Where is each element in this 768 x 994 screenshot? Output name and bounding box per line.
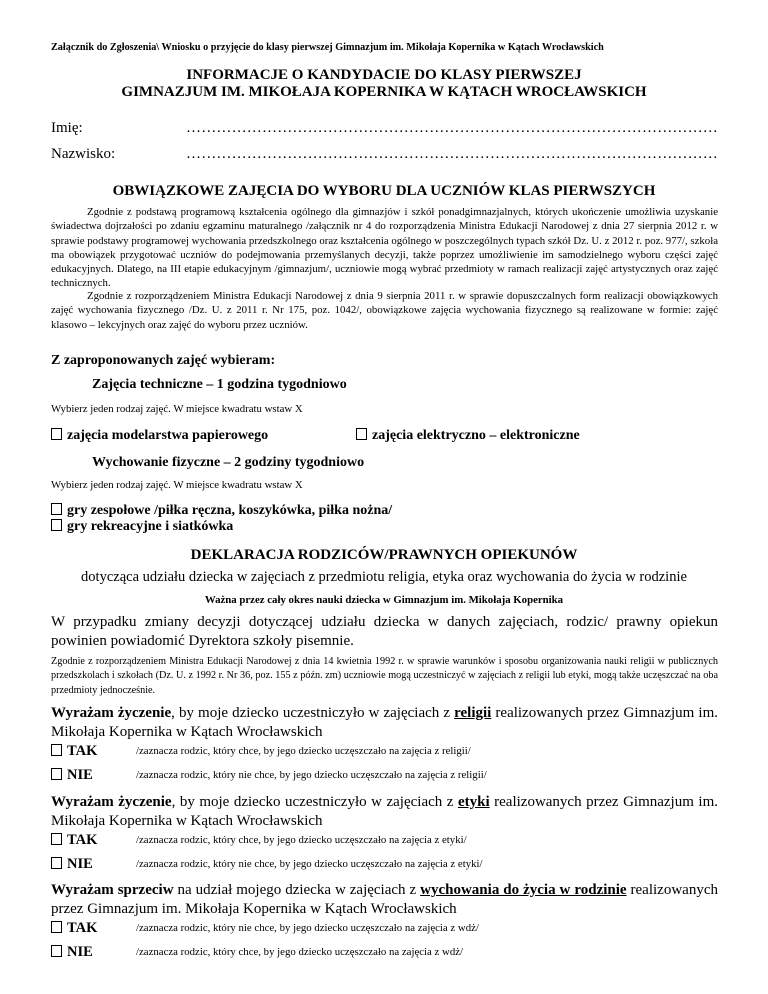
- religion-no-option[interactable]: NIE: [51, 767, 93, 784]
- checkbox[interactable]: [51, 428, 62, 440]
- checkbox[interactable]: [51, 744, 62, 756]
- ethics-no-note: /zaznacza rodzic, który nie chce, by jego dziecko uczęszczało na zajęcia z etyki/: [136, 858, 483, 870]
- option-recreational-games[interactable]: [51, 519, 233, 535]
- pe-regulation-paragraph: Zgodnie z rozporządzeniem Ministra Edukacji Narodowej z dnia 9 sierpnia 2011 r. w sprawie dopuszczalnych form realizacji obowiązkowych zajęć wychowania fizycznego /Dz. U. z 2011 r. Nr 175, poz. 1042/, obowiązkowe zajęcia wychowania fizycznego są realizowane w formie: zajęć klasowo – lekcyjnych oraz zajęć do wyboru przez uczniów.: [51, 290, 718, 331]
- religion-yes-option[interactable]: TAK: [51, 743, 97, 760]
- checkbox[interactable]: [51, 833, 62, 845]
- tech-classes-heading: Zajęcia techniczne – 1 godzina tygodniowo: [92, 377, 347, 392]
- document-header: Załącznik do Zgłoszenia\ Wniosku o przyjęcie do klasy pierwszej Gimnazjum im. Mikołaja Kopernika w Kątach Wrocławskich: [51, 42, 604, 53]
- pe-hint: Wybierz jeden rodzaj zajęć. W miejsce kwadratu wstaw X: [51, 479, 303, 491]
- ethics-yes-option[interactable]: TAK: [51, 832, 97, 849]
- ethics-yes-note: /zaznacza rodzic, który chce, by jego dziecko uczęszczało na zajęcia z etyki/: [136, 834, 467, 846]
- option-label: gry rekreacyjne i siatkówka: [67, 519, 234, 534]
- checkbox[interactable]: [51, 921, 62, 933]
- option-label: zajęcia modelarstwa papierowego: [67, 428, 269, 443]
- section-heading-electives: OBWIĄZKOWE ZAJĘCIA DO WYBORU DLA UCZNIÓW KLAS PIERWSZYCH: [112, 183, 656, 199]
- family-life-no-option[interactable]: NIE: [51, 944, 93, 961]
- option-paper-modelling[interactable]: [51, 428, 268, 444]
- ethics-no-option[interactable]: NIE: [51, 856, 93, 873]
- option-team-games[interactable]: [51, 503, 392, 519]
- checkbox[interactable]: [51, 857, 62, 869]
- last-name-field[interactable]: ……………………………………………………………………………………………: [186, 146, 718, 162]
- family-life-statement: Wyrażam sprzeciw na udział mojego dziecka w zajęciach z wychowania do życia w rodzinie realizowanych przez Gimnazjum im. Mikołaja Kopernika w Kątach Wrocławskich: [51, 882, 718, 917]
- pe-classes-heading: Wychowanie fizyczne – 2 godziny tygodniowo: [92, 455, 365, 470]
- family-life-yes-note: /zaznacza rodzic, który nie chce, by jego dziecko uczęszczało na zajęcia z wdż/: [136, 922, 479, 934]
- option-electronics[interactable]: [356, 428, 580, 444]
- checkbox[interactable]: [356, 428, 367, 440]
- religion-no-note: /zaznacza rodzic, który nie chce, by jego dziecko uczęszczało na zajęcia z religii/: [136, 769, 487, 781]
- tech-hint: Wybierz jeden rodzaj zajęć. W miejsce kwadratu wstaw X: [51, 403, 303, 415]
- page-title-line1: INFORMACJE O KANDYDACIE DO KLASY PIERWSZEJ: [186, 67, 582, 83]
- checkbox[interactable]: [51, 945, 62, 957]
- checkbox[interactable]: [51, 503, 62, 515]
- section-heading-declaration: DEKLARACJA RODZICÓW/PRAWNYCH OPIEKUNÓW: [190, 547, 578, 563]
- option-label: gry zespołowe /piłka ręczna, koszykówka, piłka nożna/: [67, 503, 393, 518]
- last-name-label: Nazwisko:: [51, 146, 116, 162]
- declaration-subheading: dotycząca udziału dziecka w zajęciach z przedmiotu religia, etyka oraz wychowania do życia w rodzinie: [81, 569, 687, 585]
- page-title-line2: GIMNAZJUM IM. MIKOŁAJA KOPERNIKA W KĄTACH WROCŁAWSKICH: [121, 84, 647, 100]
- checkbox[interactable]: [51, 519, 62, 531]
- family-life-no-note: /zaznacza rodzic, który chce, by jego dziecko uczęszczało na zajęcia z wdż/: [136, 946, 464, 958]
- first-name-label: Imię:: [51, 120, 83, 136]
- ethics-statement: Wyrażam życzenie, by moje dziecko uczestniczyło w zajęciach z etyki realizowanych przez Gimnazjum im. Mikołaja Kopernika w Kątach Wrocławskich: [51, 794, 718, 829]
- religion-yes-note: /zaznacza rodzic, który chce, by jego dziecko uczęszczało na zajęcia z religii/: [136, 745, 471, 757]
- checkbox[interactable]: [51, 768, 62, 780]
- family-life-yes-option[interactable]: TAK: [51, 920, 97, 937]
- electives-paragraph: Zgodnie z podstawą programową kształcenia ogólnego dla gimnazjów i szkół ponadgimnazjalnych, których ukończenie umożliwia uzyskanie świadectwa dojrzałości po zdaniu egzaminu maturalnego /załącznik nr 4 do rozporządzenia Ministra Edukacji Narodowej z dnia 27 sierpnia 2012 r. w sprawie podstawy programowej wychowania przedszkolnego oraz kształcenia ogólnego w poszczególnych typach szkół Dz. U. z 2012 r. poz. 977/, szkoła ma obowiązek przygotować uczniów do podejmowania przemyślanych decyzji, także poprzez umożliwienie im samodzielnego wyboru części zajęć edukacyjnych. Dlatego, na III etapie edukacyjnym /gimnazjum/, uczniowie mogą wybrać przedmioty w ramach realizacji zajęć artystycznych oraz zajęć technicznych.: [51, 206, 718, 290]
- choose-heading: Z zaproponowanych zajęć wybieram:: [51, 353, 276, 368]
- declaration-validity: Ważna przez cały okres nauki dziecka w Gimnazjum im. Mikołaja Kopernika: [204, 594, 564, 606]
- change-notice: W przypadku zmiany decyzji dotyczącej udziału dziecka w danych zajęciach, rodzic/ prawny opiekun powinien powiadomić Dyrektora szkoły pisemnie.: [51, 614, 718, 649]
- religion-regulation: Zgodnie z rozporządzeniem Ministra Edukacji Narodowej z dnia 14 kwietnia 1992 r. w sprawie warunków i sposobu organizowania nauki religii w publicznych przedszkolach i szkołach (Dz. U. z 1992 r. Nr 36, poz. 155 z późn. zm) uczniowie mogą uczestniczyć w zajęciach z religii lub etyki, mogą także uczęszczać na oba przedmioty jednocześnie.: [51, 656, 718, 696]
- first-name-field[interactable]: ……………………………………………………………………………………………: [186, 120, 718, 136]
- option-label: zajęcia elektryczno – elektroniczne: [372, 428, 580, 443]
- religion-statement: Wyrażam życzenie, by moje dziecko uczestniczyło w zajęciach z religii realizowanych przez Gimnazjum im. Mikołaja Kopernika w Kątach Wrocławskich: [51, 705, 718, 740]
